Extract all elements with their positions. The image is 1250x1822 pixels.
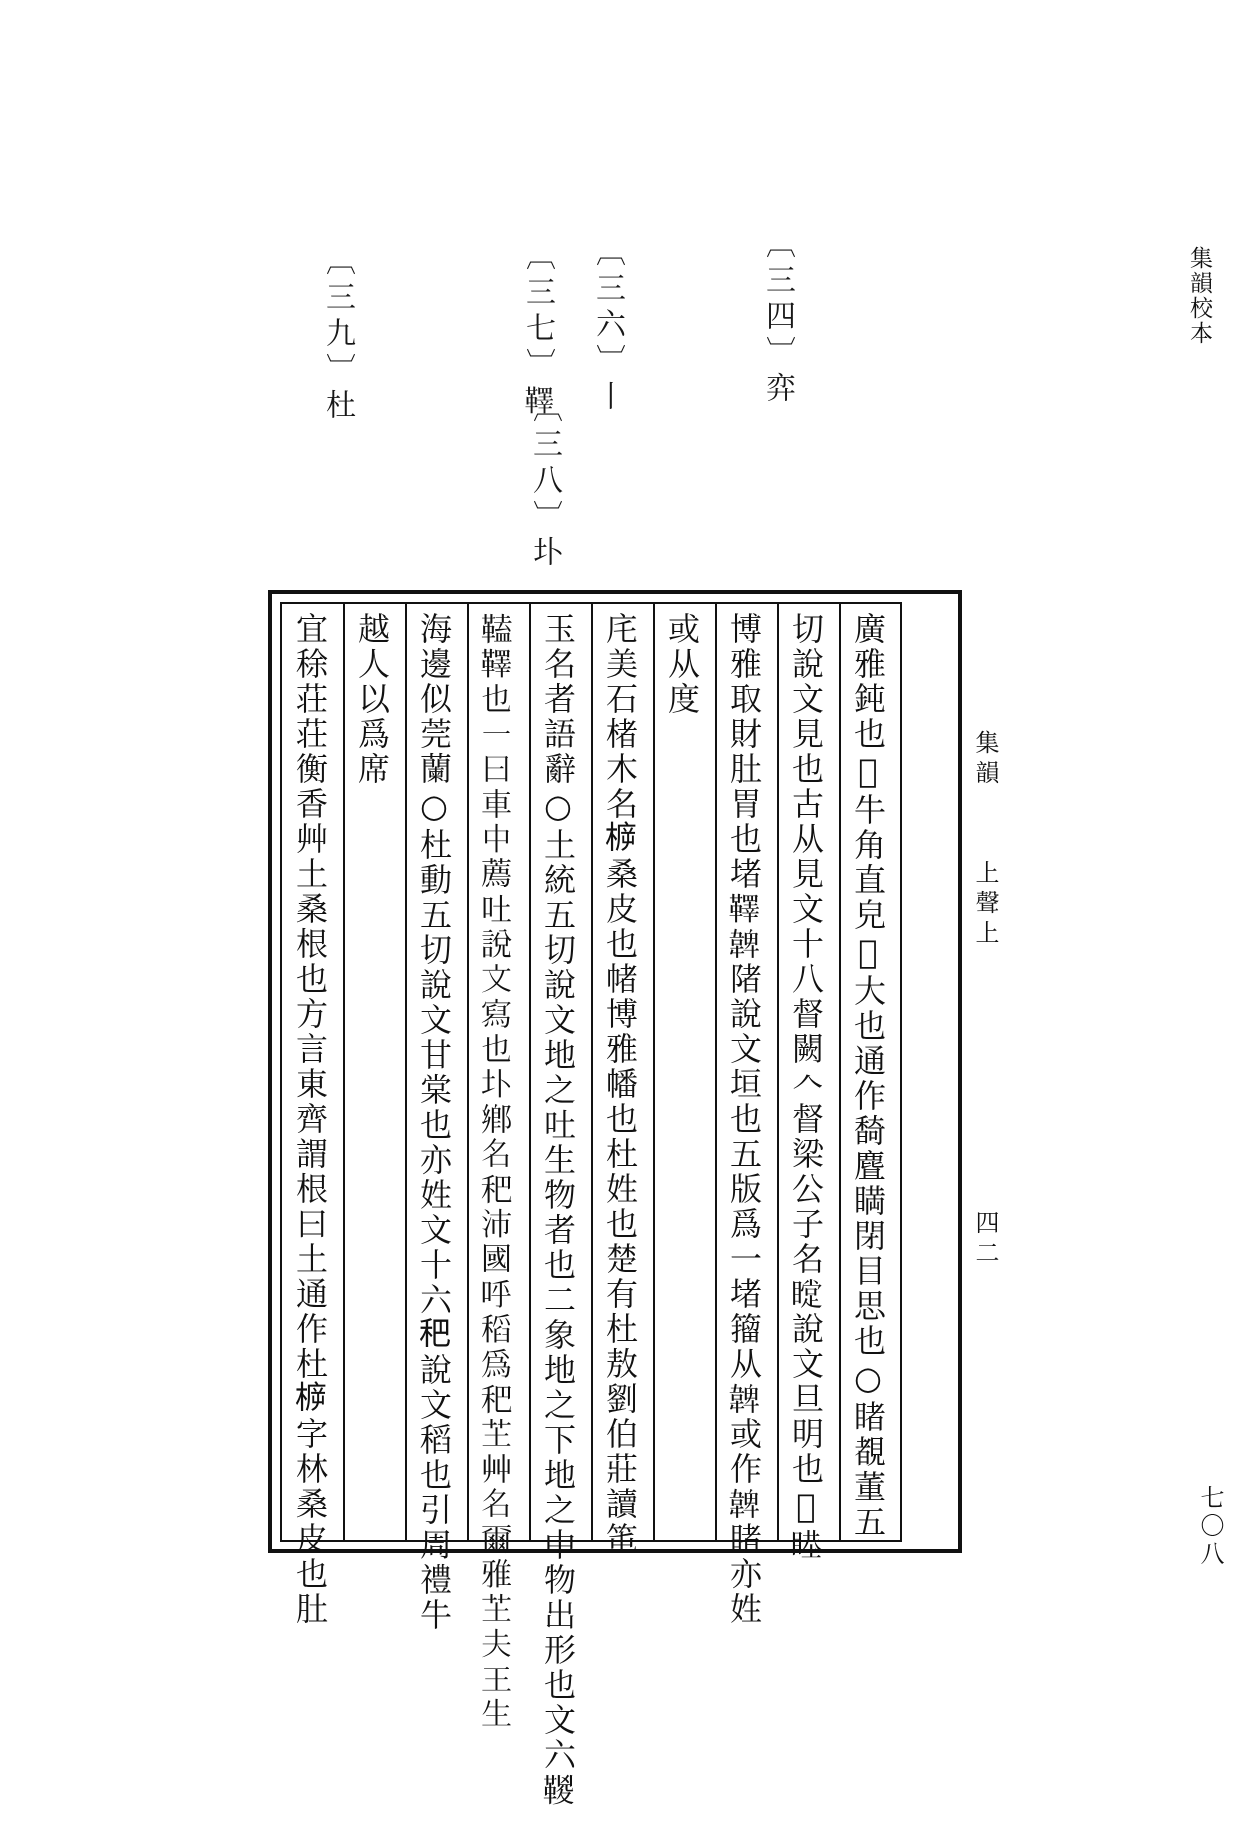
margin-section: 上聲上 — [971, 860, 999, 950]
text-column-8: 海邊似莞蘭○杜動五切說文甘棠也亦姓文十六𥝧說文稻也引周禮牛 — [415, 612, 453, 1633]
column-rule — [405, 602, 407, 1542]
column-rule — [343, 602, 345, 1542]
column-rule — [529, 602, 531, 1542]
text-column-10: 宜稌荘荘衡香艸土桑根也方言東齊謂根曰土通作杜𣔳字林桑皮也肚 — [291, 612, 329, 1627]
text-column-3: 博雅取財肚胃也堵𩍜𩏂陼說文垣也五版爲一堵籀从𩏂或作𩏂睹亦姓 — [725, 612, 763, 1627]
text-column-1: 廣雅鈍也𤛓牛角直皃𥉗大也通作䭲麆𥈞閉目思也○睹覩董五 — [849, 612, 887, 1540]
column-rule — [777, 602, 779, 1542]
note-38: 〔三八〕圤 — [527, 392, 562, 572]
note-36: 〔三六〕丨 — [590, 236, 625, 416]
margin-label: 集韻 — [971, 730, 999, 790]
margin-folio: 四二 — [971, 1210, 999, 1270]
text-column-6: 玉名者語辭○土統五切說文地之吐生物者也二象地之下地之中物出形也文六𩋯 — [539, 612, 577, 1808]
note-34: 〔三四〕弈 — [760, 228, 795, 408]
column-rule — [715, 602, 717, 1542]
margin-rule — [960, 590, 962, 1553]
page-number: 七〇八 — [1196, 1485, 1224, 1569]
column-rule — [653, 602, 655, 1542]
text-column-5: 㡯美石楮木名𣔳桑皮也帾博雅幡也杜姓也楚有杜敖劉伯莊讀𥫱 — [601, 612, 639, 1557]
note-39: 〔三九〕杜 — [320, 245, 355, 425]
note-37: 〔三七〕𩍜 — [520, 240, 555, 420]
column-rule — [591, 602, 593, 1542]
column-rule — [467, 602, 469, 1542]
side-title: 集韻校本 — [1186, 246, 1212, 346]
text-column-4: 或从度 — [663, 612, 701, 717]
text-column-9: 越人以爲席 — [353, 612, 391, 787]
column-rule — [839, 602, 841, 1542]
text-column-7: 𩌍𩍜也一曰車中薦吐說文寫也圤鄉名𥝧沛國呼稻爲𥝧芏艸名爾雅芏夫王生 — [477, 612, 515, 1732]
text-column-2: 切說文見也古从見文十八督闕𠆢督梁公子名𥊰說文旦明也𥋳𥈻 — [787, 612, 825, 1563]
